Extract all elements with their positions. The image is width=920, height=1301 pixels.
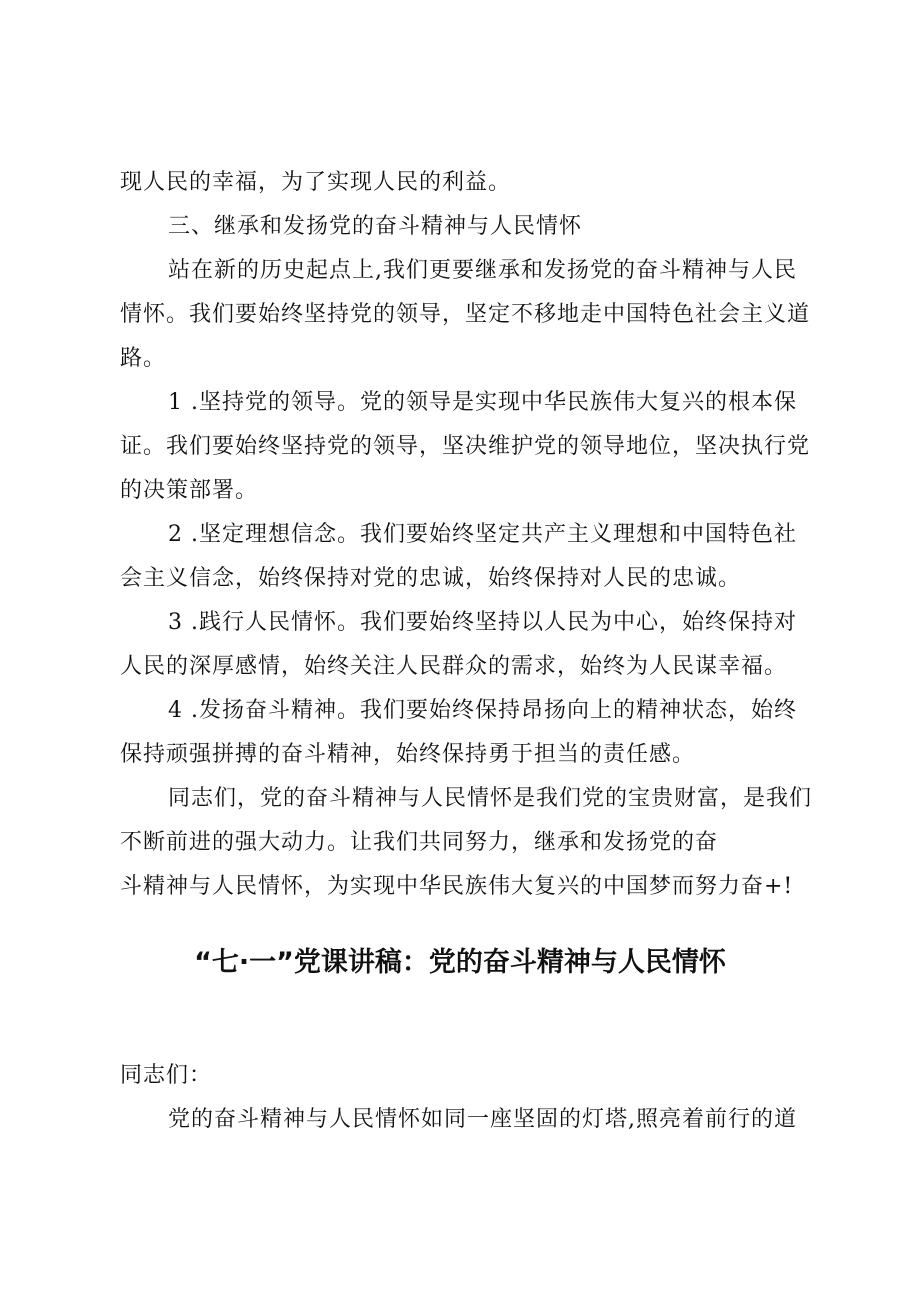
text-line-15: 同志们，党的奋斗精神与人民情怀是我们党的宝贵财富，是我们: [168, 786, 813, 811]
text-line-9: 2 .坚定理想信念。我们要始终坚定共产主义理想和中国特色社: [168, 522, 797, 547]
text-line-13: 4 .发扬奋斗精神。我们要始终保持昂扬向上的精神状态，始终: [168, 698, 797, 723]
text-line-1: 现人民的幸福，为了实现人民的利益。: [120, 170, 512, 195]
text-line-11: 3 .践行人民情怀。我们要始终坚持以人民为中心，始终保持对: [168, 610, 797, 635]
text-line-5: 路。: [120, 346, 167, 371]
text-line-body-1: 党的奋斗精神与人民情怀如同一座坚固的灯塔,照亮着前行的道: [168, 1107, 797, 1132]
text-line-10: 会主义信念，始终保持对党的忠诚，始终保持对人民的忠诚。: [120, 566, 742, 591]
text-line-8: 的决策部署。: [120, 478, 259, 503]
text-line-16: 不断前进的强大动力。让我们共同努力，继承和发扬党的奋: [120, 830, 719, 855]
text-line-7: 证。我们要始终坚持党的领导，坚决维护党的领导地位，坚决执行党: [120, 434, 811, 459]
section-heading-3: 三、继承和发扬党的奋斗精神与人民情怀: [168, 214, 583, 239]
document-title: “七·一”党课讲稿：党的奋斗精神与人民情怀: [194, 947, 726, 978]
text-line-12: 人民的深厚感情，始终关注人民群众的需求，始终为人民谋幸福。: [120, 654, 788, 679]
salutation: 同志们：: [120, 1063, 213, 1088]
text-line-17: 斗精神与人民情怀，为实现中华民族伟大复兴的中国梦而努力奋+!: [120, 874, 794, 899]
text-line-14: 保持顽强拼搏的奋斗精神，始终保持勇于担当的责任感。: [120, 742, 696, 767]
text-line-4: 情怀。我们要始终坚持党的领导，坚定不移地走中国特色社会主义道: [120, 302, 811, 327]
text-line-6: 1 .坚持党的领导。党的领导是实现中华民族伟大复兴的根本保: [168, 390, 797, 415]
text-line-3: 站在新的历史起点上,我们更要继承和发扬党的奋斗精神与人民: [168, 258, 797, 283]
